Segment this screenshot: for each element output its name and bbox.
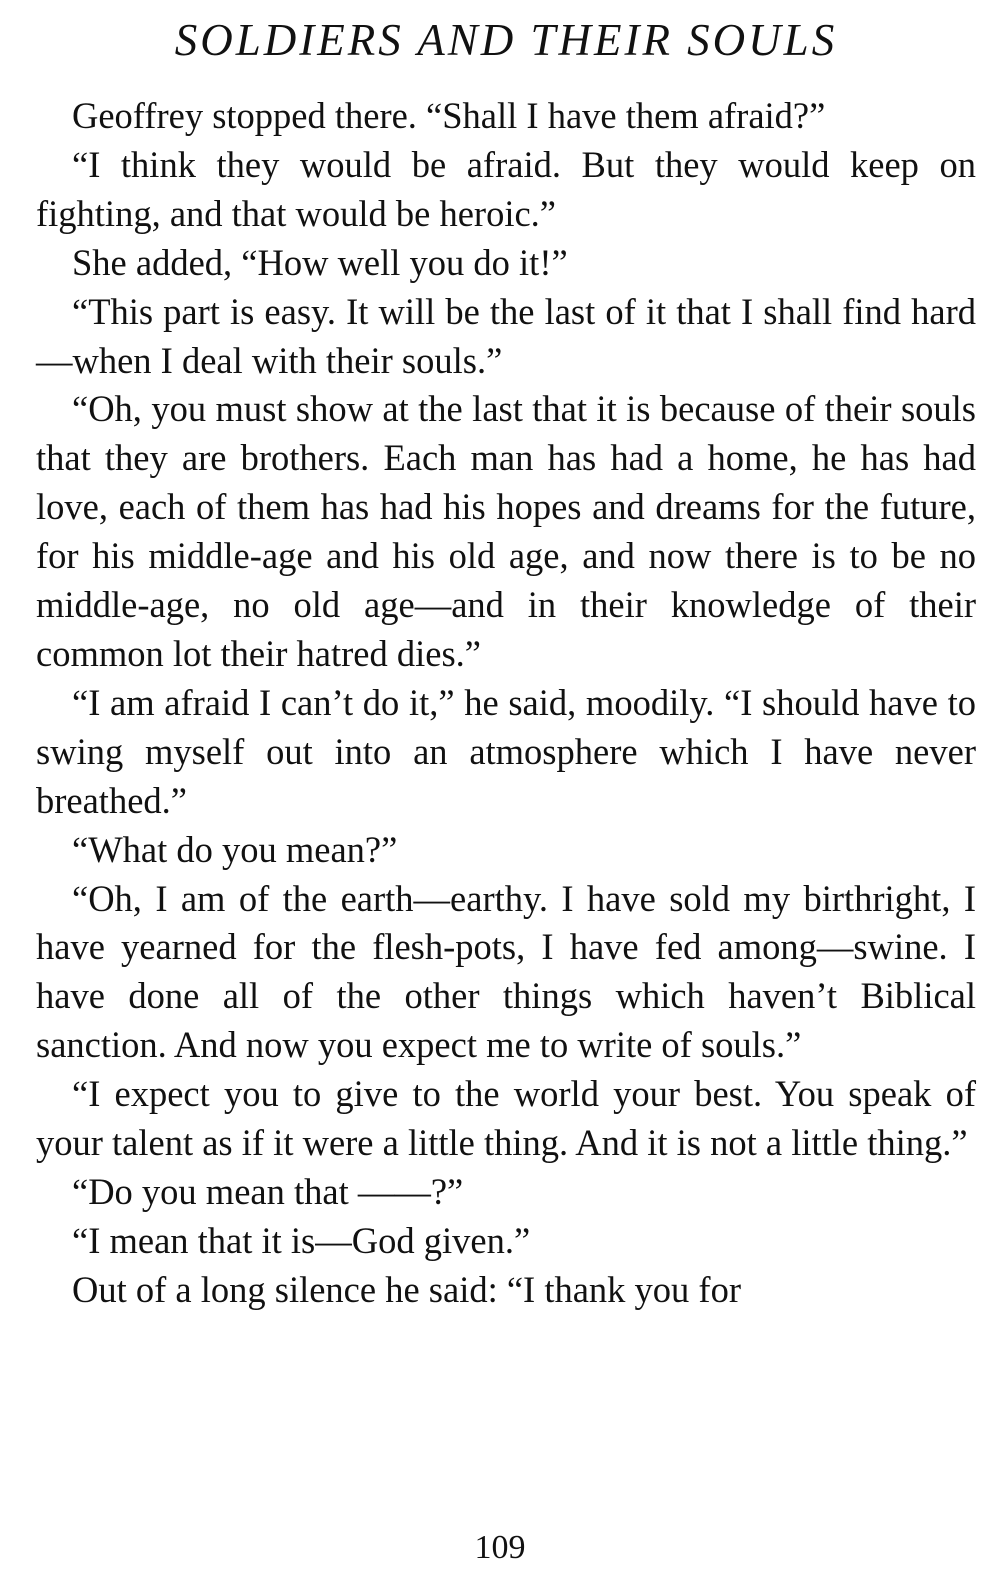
running-head: SOLDIERS AND THEIR SOULS xyxy=(174,15,838,65)
book-page xyxy=(36,10,976,1315)
paragraph: “This part is easy. It will be the last of it that I shall find hard—when I deal with their souls.” xyxy=(36,290,976,381)
paragraph: “What do you mean?” xyxy=(72,828,398,870)
paragraph: “Oh, you must show at the last that it is because of their souls that they are brothers. Each man has had a home, he has had love, each of them has had his hopes and dreams for the future, for his middle-age and his old age, and now there is to be no middle-age, no old age—and in their knowledge of their common lot their hatred dies.” xyxy=(36,388,976,674)
paragraph: “I mean that it is—God given.” xyxy=(72,1219,531,1261)
paragraph: “Oh, I am of the earth—earthy. I have sold my birthright, I have yearned for the flesh-pots, I have fed among—swine. I have done all of the other things which haven’t Biblical sanction. And now you expect me to write of souls.” xyxy=(36,877,976,1066)
page-number: 109 xyxy=(474,1529,526,1566)
paragraph: Out of a long silence he said: “I thank you for xyxy=(72,1268,741,1310)
paragraph: She added, “How well you do it!” xyxy=(72,241,568,283)
paragraph: “I expect you to give to the world your best. You speak of your talent as if it were a little thing. And it is not a little thing.” xyxy=(36,1073,976,1164)
paragraph: “Do you mean that ——?” xyxy=(72,1170,464,1212)
paragraph: Geoffrey stopped there. “Shall I have them afraid?” xyxy=(72,95,826,136)
paragraph: “I think they would be afraid. But they would keep on fighting, and that would be heroic.” xyxy=(36,143,976,234)
paragraph: “I am afraid I can’t do it,” he said, moodily. “I should have to swing myself out into an atmosphere which I have never breathed.” xyxy=(36,681,976,821)
body-text xyxy=(36,92,976,1315)
